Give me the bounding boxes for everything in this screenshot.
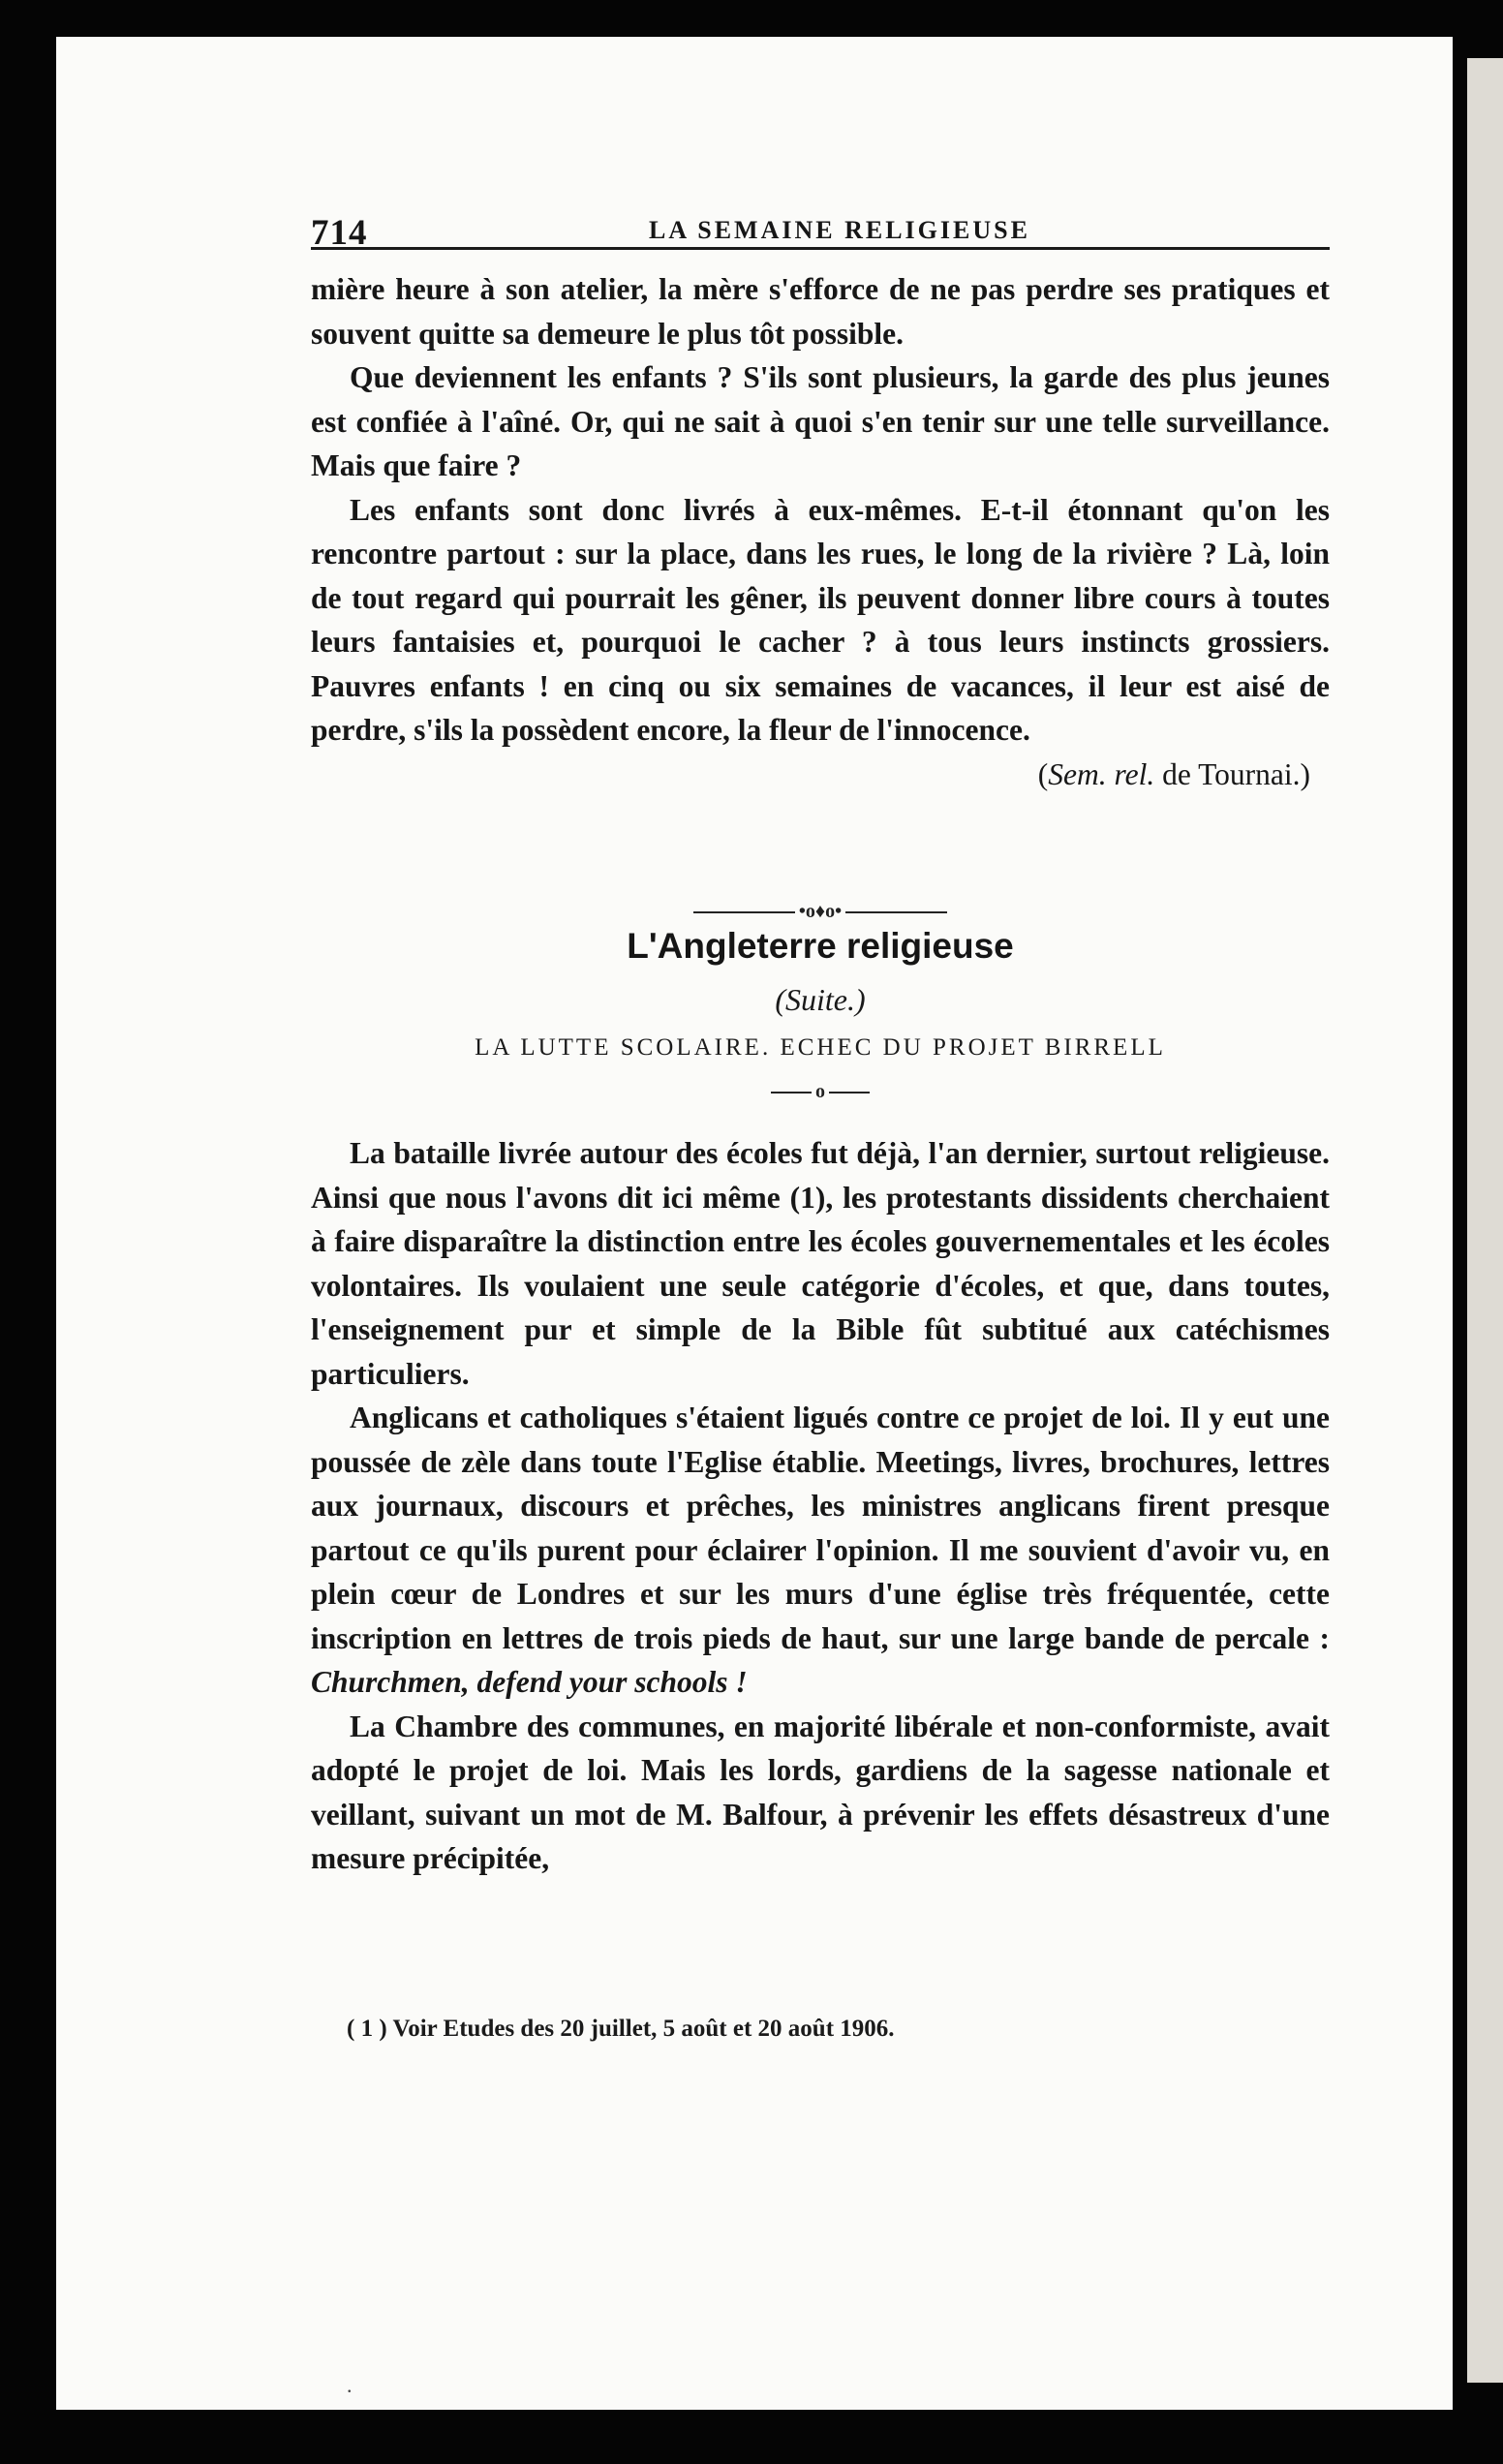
source-citation: (Sem. rel. de Tournai.) (1037, 756, 1310, 791)
paragraph: Que deviennent les enfants ? S'ils sont plusieurs, la garde des plus jeunes est confiée à l'aîné. Or, qui ne sait à quoi s'en tenir sur une telle surveillance. Mais que faire ? (311, 360, 1330, 482)
scan-speck: . (347, 2373, 353, 2397)
paragraph: La Chambre des communes, en majorité libérale et non-conformiste, avait adopté le projet de loi. Mais les lords, gardiens de la sagesse nationale et veillant, suivant un mot de M. Balfour, à prévenir les effets désastreux d'une mesure précipitée, (311, 1709, 1330, 1875)
continuation-text (311, 267, 1330, 796)
slogan: Churchmen, defend your schools ! (311, 1665, 748, 1699)
source-italic: Sem. rel. (1048, 756, 1155, 791)
section-ornament: •o♦o• (311, 901, 1330, 923)
book-page (56, 37, 1453, 2410)
chapter-heading: LA LUTTE SCOLAIRE. ECHEC DU PROJET BIRRELL (475, 1034, 1166, 1061)
article-subtitle: (Suite.) (775, 982, 866, 1017)
source-rest: de Tournai.) (1154, 756, 1310, 791)
facing-page-edge (1467, 58, 1503, 2383)
small-ornament: o (311, 1081, 1330, 1103)
article-body (311, 1131, 1330, 1881)
page-number: 714 (311, 213, 368, 253)
paragraph: Les enfants sont donc livrés à eux-mêmes. E-t-il étonnant qu'on les rencontre partout : sur la place, dans les rues, le long de la rivière ? Là, loin de tout regard qui pourrait les gêner, ils peuvent donner libre cours à toutes leurs fantaisies et, pourquoi le cacher ? à tous leurs instincts grossiers. Pauvres enfants ! en cinq ou six semaines de vacances, il leur est aisé de perdre, s'ils la possèdent encore, la fleur de l'innocence. (311, 492, 1330, 747)
article (311, 889, 1330, 1974)
article-title: L'Angleterre religieuse (627, 926, 1014, 966)
paragraph: Anglicans et catholiques s'étaient ligués contre ce projet de loi. Il y eut une poussée de zèle dans toute l'Eglise établie. Meetings, livres, brochures, lettres aux journaux, discours et prêches, les ministres anglicans firent presque partout ce qu'ils purent pour éclairer l'opinion. Il me souvient d'avoir vu, en plein cœur de Londres et sur les murs d'une église très fréquentée, cette inscription en lettres de trois pieds de haut, sur une large bande de percale : Churchmen, defend your schools ! (311, 1401, 1330, 1699)
paragraph: La bataille livrée autour des écoles fut déjà, l'an dernier, surtout religieuse. Ainsi que nous l'avons dit ici même (1), les protestants dissidents cherchaient à faire disparaître la distinction entre les écoles gouvernementales et les écoles volontaires. Ils voulaient une seule catégorie d'écoles, et que, dans toutes, l'enseignement pur et simple de la Bible fût subtitué aux catéchismes particuliers. (311, 1136, 1330, 1391)
page-header (311, 189, 1330, 253)
paragraph: mière heure à son atelier, la mère s'efforce de ne pas perdre ses pratiques et souvent quitte sa demeure le plus tôt possible. (311, 272, 1330, 351)
footnote: ( 1 ) Voir Etudes des 20 juillet, 5 août et 20 août 1906. (347, 2016, 895, 2042)
running-head: LA SEMAINE RELIGIEUSE (649, 216, 1030, 244)
